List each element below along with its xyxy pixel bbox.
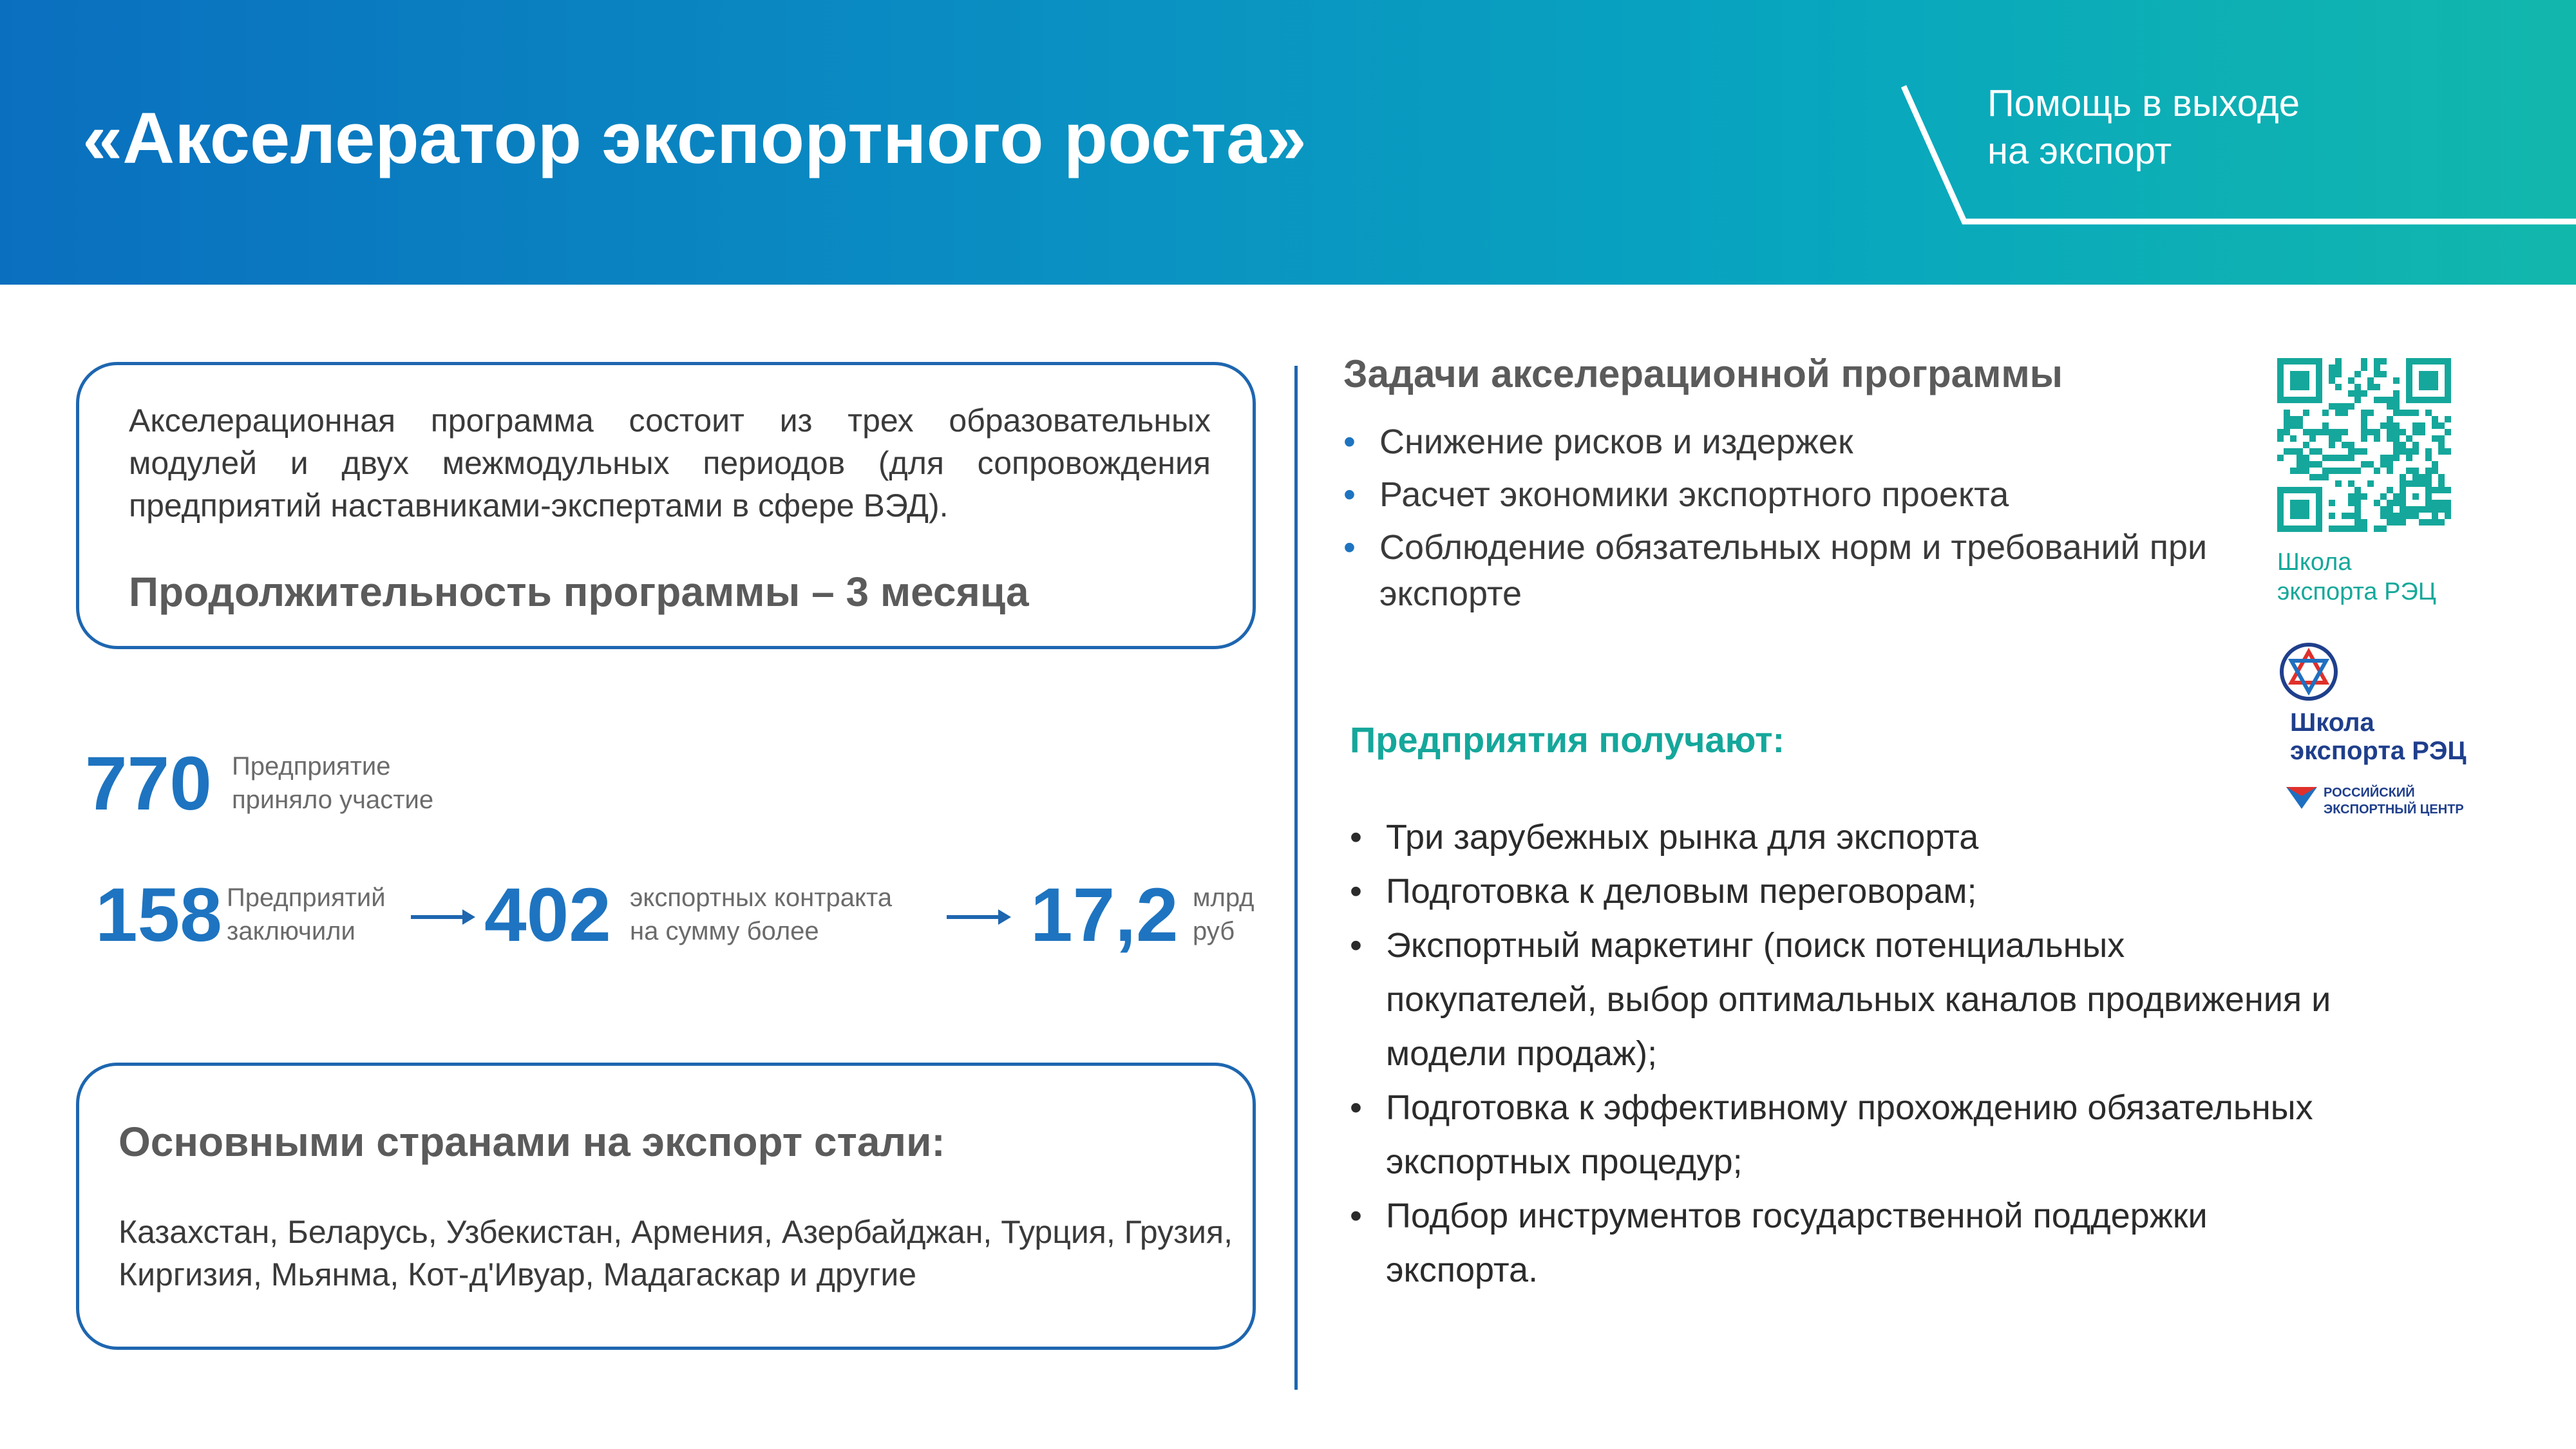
program-duration: Продолжительность программы – 3 месяца xyxy=(129,569,1029,615)
list-item: • Подготовка к эффективному прохождению обязательных экспортных процедур; xyxy=(1350,1081,2342,1189)
participants-label-line-2: приняло участие xyxy=(232,786,434,814)
rec-flag-icon xyxy=(2286,787,2317,809)
qr-code-icon[interactable] xyxy=(2277,358,2451,532)
contracts-value: 402 xyxy=(484,873,611,958)
school-logo-icon xyxy=(2280,643,2338,701)
list-item: • Расчет экономики экспортного проекта xyxy=(1343,471,2245,518)
intro-text: Акселерационная программа состоит из трех образовательных модулей и двух межмодульных периодов (для сопровождения предприятий наставниками-экспертами в сфере ВЭД). xyxy=(129,402,1211,524)
logo-name-line-1: Школа xyxy=(2290,708,2374,737)
tagline-line-1: Помощь в выходе xyxy=(1987,82,2300,124)
countries-box xyxy=(76,1063,1256,1350)
sum-label-line-1: млрд xyxy=(1193,884,1255,912)
signed-label xyxy=(227,881,386,948)
contracts-label-line-2: на сумму более xyxy=(630,917,819,945)
logo-name-line-2: экспорта РЭЦ xyxy=(2290,737,2467,765)
countries-title: Основными странами на экспорт стали: xyxy=(118,1119,945,1165)
qr-caption-line-2: экспорта РЭЦ xyxy=(2277,578,2436,605)
rec-name-line-2: ЭКСПОРТНЫЙ ЦЕНТР xyxy=(2324,802,2464,817)
list-item: • Соблюдение обязательных норм и требований при экспорте xyxy=(1343,524,2245,617)
contracts-label-line-1: экспортных контракта xyxy=(630,884,893,912)
signed-value: 158 xyxy=(95,873,222,958)
header-tagline xyxy=(1987,80,2300,175)
page-title: «Акселератор экспортного роста» xyxy=(82,98,1307,178)
participants-value: 770 xyxy=(85,741,212,826)
header-banner xyxy=(0,0,2576,285)
participants-label-line-1: Предприятие xyxy=(232,752,391,781)
sum-value: 17,2 xyxy=(1030,873,1179,958)
arrow-right-icon xyxy=(411,904,475,930)
rec-name-line-1: РОССИЙСКИЙ xyxy=(2324,786,2415,800)
benefits-title: Предприятия получают: xyxy=(1350,719,1785,760)
participants-label xyxy=(232,750,433,817)
tagline-line-2: на экспорт xyxy=(1987,130,2172,172)
list-item: • Три зарубежных рынка для экспорта xyxy=(1350,810,2342,864)
list-item: • Экспортный маркетинг (поиск потенциальных покупателей, выбор оптимальных каналов продвижения и модели продаж); xyxy=(1350,918,2342,1081)
qr-caption xyxy=(2277,547,2436,607)
list-item: • Снижение рисков и издержек xyxy=(1343,419,2245,465)
tasks-title: Задачи акселерационной программы xyxy=(1343,352,2063,395)
benefits-list xyxy=(1350,810,2342,1297)
list-item: • Подбор инструментов государственной поддержки экспорта. xyxy=(1350,1189,2342,1297)
signed-label-line-1: Предприятий xyxy=(227,884,386,912)
sum-label xyxy=(1193,881,1255,948)
logo-name xyxy=(2290,708,2467,765)
signed-label-line-2: заключили xyxy=(227,917,355,945)
tasks-list xyxy=(1343,419,2245,623)
countries-list: Казахстан, Беларусь, Узбекистан, Армения, Азербайджан, Турция, Грузия, Киргизия, Мьянма, Кот-д'Ивуар, Мадагаскар и другие xyxy=(118,1214,1233,1293)
sum-label-line-2: руб xyxy=(1193,917,1235,945)
column-divider xyxy=(1294,366,1298,1390)
arrow-right-icon xyxy=(947,904,1011,930)
contracts-label xyxy=(630,881,892,948)
qr-caption-line-1: Школа xyxy=(2277,549,2352,576)
rec-name xyxy=(2324,784,2464,818)
list-item: • Подготовка к деловым переговорам; xyxy=(1350,864,2342,918)
